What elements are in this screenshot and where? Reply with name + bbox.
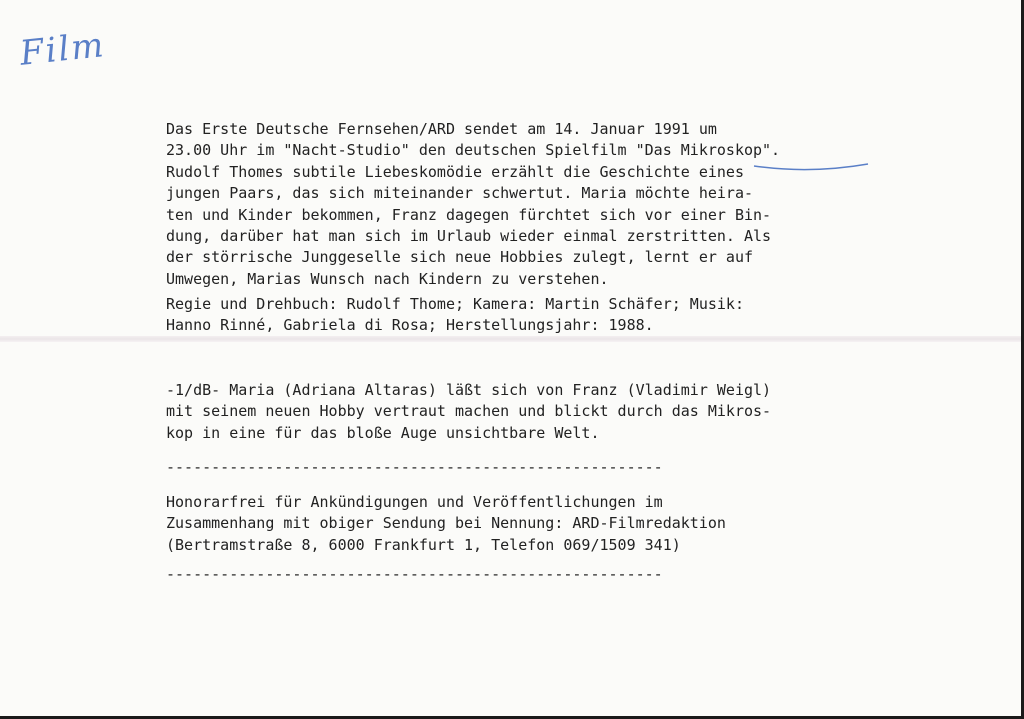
separator-top: ------------------------------------------------------- bbox=[166, 458, 663, 476]
intro-paragraph: Das Erste Deutsche Fernsehen/ARD sendet am 14. Januar 1991 um 23.00 Uhr im "Nacht-Studio" den deutschen Spielfilm "Das Mikroskop". Rudolf Thomes subtile Liebeskomödie erzählt die Geschichte eines jungen Paars, das sich miteinander schwertut. Maria möchte heira- ten und Kinder bekommen, Franz dagegen fürchtet sich vor einer Bin- dung, darüber hat man sich im Urlaub wieder einmal zerstritten. Als der störrische Junggeselle sich neue Hobbies zulegt, lernt er auf Umwegen, Marias Wunsch nach Kindern zu verstehen. bbox=[166, 120, 781, 288]
handwritten-note: Film bbox=[18, 25, 108, 74]
separator-bottom: ------------------------------------------------------- bbox=[166, 565, 663, 583]
photo-caption: -1/dB- Maria (Adriana Altaras) läßt sich von Franz (Vladimir Weigl) mit seinem neuen Hobby vertraut machen und blickt durch das Mikros- kop in eine für das bloße Auge unsichtbare Welt. bbox=[166, 381, 772, 442]
copyright-notice: Honorarfrei für Ankündigungen und Veröffentlichungen im Zusammenhang mit obiger Sendung bei Nennung: ARD-Filmredaktion (Bertramstraße 8, 6000 Frankfurt 1, Telefon 069/1509 341) bbox=[166, 493, 726, 554]
credits-paragraph: Regie und Drehbuch: Rudolf Thome; Kamera: Martin Schäfer; Musik: Hanno Rinné, Gabriela di Rosa; Herstellungsjahr: 1988. bbox=[166, 295, 744, 335]
handwritten-underline bbox=[752, 160, 872, 174]
paper-crease bbox=[0, 336, 1021, 342]
